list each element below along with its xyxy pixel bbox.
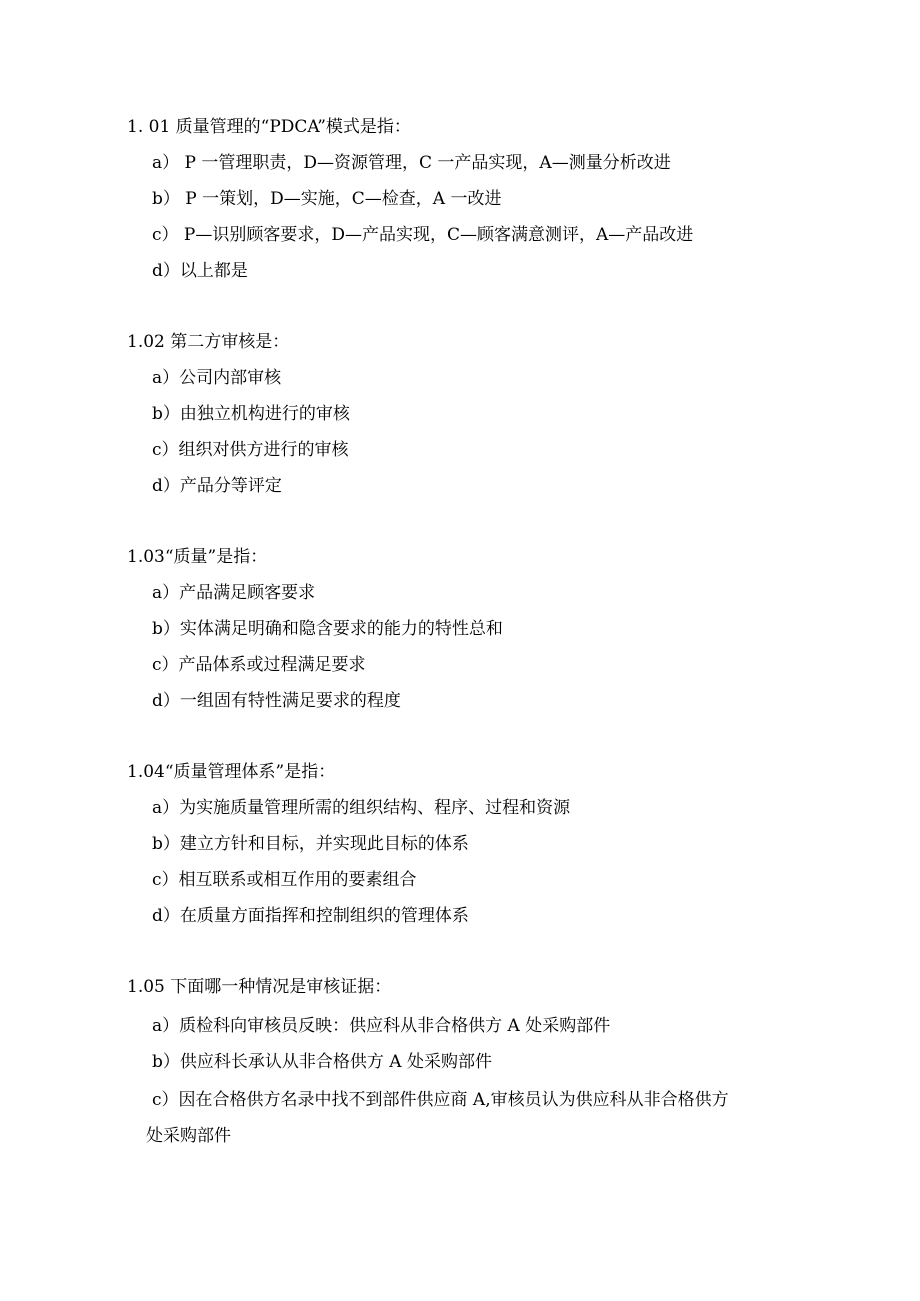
option-a: a）产品满足顾客要求 (152, 583, 316, 603)
option-d: d）产品分等评定 (152, 476, 282, 496)
option-a: a） P 一管理职责，D—资源管理，C 一产品实现，A—测量分析改进 (152, 153, 671, 173)
option-c: c） P—识别顾客要求，D—产品实现，C—顾客满意测评，A—产品改进 (152, 225, 694, 245)
question-title: 1.02 第二方审核是： (127, 332, 290, 352)
option-b: b） P 一策划，D—实施，C—检查，A 一改进 (152, 189, 502, 209)
option-b: b）建立方针和目标，并实现此目标的体系 (152, 834, 469, 854)
option-b: b）供应科长承认从非合格供方 A 处采购部件 (152, 1052, 492, 1072)
option-d: d）以上都是 (152, 261, 248, 281)
option-c: c）相互联系或相互作用的要素组合 (152, 870, 417, 890)
option-b: b）实体满足明确和隐含要求的能力的特性总和 (152, 619, 503, 639)
option-d: d）一组固有特性满足要求的程度 (152, 691, 401, 711)
option-d: d）在质量方面指挥和控制组织的管理体系 (152, 906, 469, 926)
option-c: c）组织对供方进行的审核 (152, 440, 349, 460)
question-title: 1. 01 质量管理的“PDCA”模式是指： (127, 117, 411, 137)
option-a: a）质检科向审核员反映：供应科从非合格供方 A 处采购部件 (152, 1016, 611, 1036)
question-title: 1.05 下面哪一种情况是审核证据： (127, 977, 392, 997)
option-c: c）产品体系或过程满足要求 (152, 655, 366, 675)
option-a: a）为实施质量管理所需的组织结构、程序、过程和资源 (152, 798, 571, 818)
option-a: a）公司内部审核 (152, 368, 282, 388)
option-c: c）因在合格供方名录中找不到部件供应商 A,审核员认为供应科从非合格供方 (152, 1090, 729, 1110)
question-title: 1.04“质量管理体系”是指： (127, 762, 336, 782)
question-title: 1.03“质量”是指： (127, 547, 268, 567)
option-c-continuation: 处采购部件 (146, 1126, 231, 1146)
option-b: b）由独立机构进行的审核 (152, 404, 350, 424)
